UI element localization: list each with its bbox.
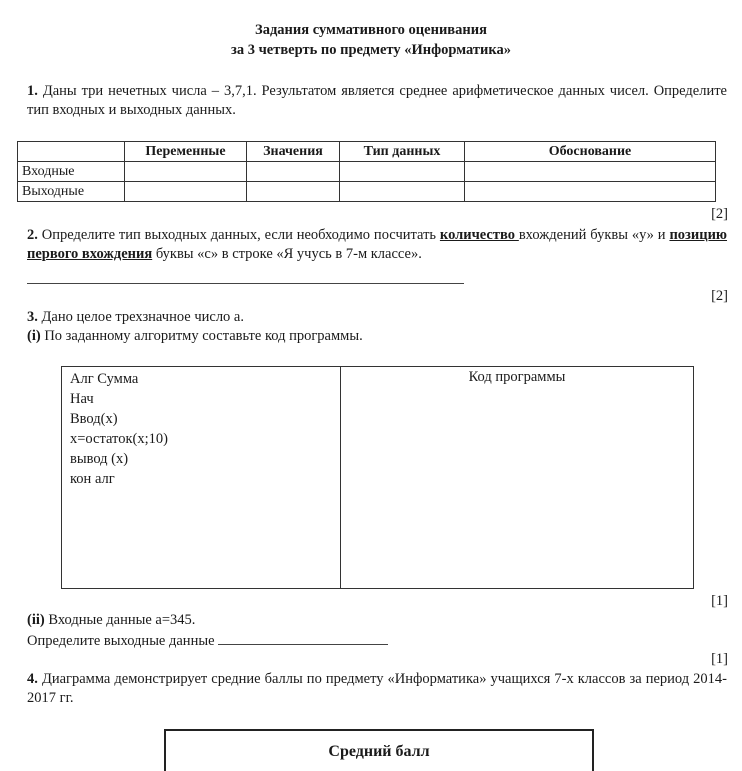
algorithm-lines <box>70 369 168 489</box>
algorithm-line: Нач <box>70 391 94 407</box>
table-row <box>18 162 716 182</box>
algorithm-line: Алг Сумма <box>70 371 139 387</box>
task3-part-ii <box>27 611 727 630</box>
table-cell[interactable] <box>247 162 340 182</box>
task1-body: Даны три нечетных числа – 3,7,1. Результатом является среднее арифметическое данных чисел. Определите тип входных и выходных данных. <box>27 83 727 118</box>
table-row-label: Входные <box>18 162 125 182</box>
task3-part-i <box>27 327 727 346</box>
table-row <box>18 182 716 202</box>
task3-intro <box>27 308 727 327</box>
algorithm-line: x=остаток(x;10) <box>70 431 168 447</box>
algorithm-code-table <box>61 366 694 589</box>
table-row-label: Выходные <box>18 182 125 202</box>
task2-number: 2. <box>27 227 38 243</box>
table-header-cell: Обоснование <box>465 142 716 162</box>
task3-part-i-label: (i) <box>27 328 41 344</box>
task1-text <box>27 82 727 120</box>
task3-part-ii-label: (ii) <box>27 612 45 628</box>
task4-number: 4. <box>27 671 38 687</box>
table-cell[interactable] <box>465 182 716 202</box>
task3-part-ii-question-row <box>27 630 727 651</box>
table-cell[interactable] <box>465 162 716 182</box>
task2-text <box>27 226 727 264</box>
task1-score: [2] <box>711 206 728 222</box>
task3-part-i-score: [1] <box>711 593 728 609</box>
task2-emphasis-count: количество <box>439 227 519 243</box>
task3-number: 3. <box>27 309 38 325</box>
chart-title: Средний балл <box>328 743 430 760</box>
algorithm-cell <box>62 367 341 588</box>
table-header-cell <box>18 142 125 162</box>
task2-score: [2] <box>711 288 728 304</box>
table-header-cell: Значения <box>247 142 340 162</box>
task2-body-b: вхождений буквы «у» и <box>518 227 670 243</box>
task1-number: 1. <box>27 83 38 99</box>
task1-table <box>17 141 716 202</box>
document-title-line1: Задания суммативного оценивания <box>255 22 487 38</box>
task3-answer-line[interactable] <box>218 630 388 645</box>
task3-part-i-text: По заданному алгоритму составьте код программы. <box>44 328 363 344</box>
task2-body-a: Определите тип выходных данных, если необходимо посчитать <box>41 227 440 243</box>
code-cell-header: Код программы <box>468 369 566 385</box>
table-cell[interactable] <box>125 162 247 182</box>
table-cell[interactable] <box>340 182 465 202</box>
table-cell[interactable] <box>340 162 465 182</box>
table-cell[interactable] <box>247 182 340 202</box>
task4-body: Диаграмма демонстрирует средние баллы по предмету «Информатика» учащихся 7-х классов за период 2014-2017 гг. <box>27 671 727 706</box>
table-header-cell: Переменные <box>125 142 247 162</box>
task3-part-ii-score: [1] <box>711 651 728 667</box>
task3-intro-text: Дано целое трехзначное число а. <box>41 309 244 325</box>
algorithm-line: вывод (x) <box>70 451 129 467</box>
task3-part-ii-text: Входные данные а=345. <box>48 612 196 628</box>
table-header-cell: Тип данных <box>340 142 465 162</box>
algorithm-line: Ввод(x) <box>70 411 118 427</box>
task4-text <box>27 670 727 708</box>
chart-frame <box>164 729 594 771</box>
task3-part-ii-question: Определите выходные данные <box>27 633 215 649</box>
task2-emphasis-position: позицию первого вхождения <box>27 227 728 262</box>
task2-answer-line[interactable] <box>27 283 464 284</box>
table-cell[interactable] <box>125 182 247 202</box>
algorithm-line: кон алг <box>70 471 115 487</box>
task2-body-c: буквы «с» в строке «Я учусь в 7-м классе». <box>152 246 422 262</box>
table-header-row <box>18 142 716 162</box>
document-title-line2: за 3 четверть по предмету «Информатика» <box>231 42 511 58</box>
